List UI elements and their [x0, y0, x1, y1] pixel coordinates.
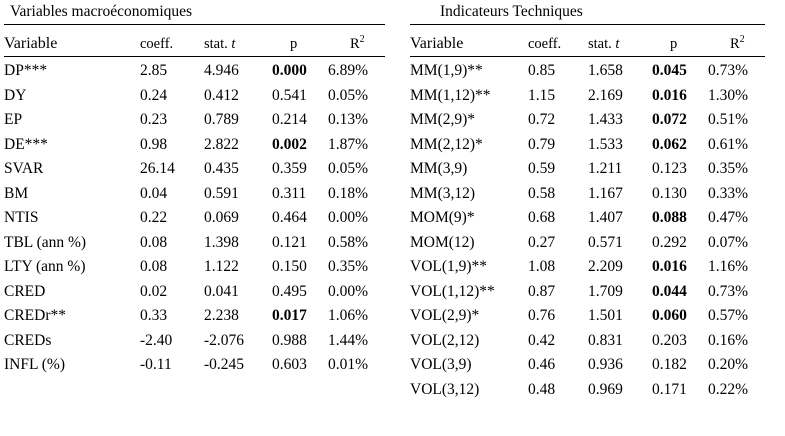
- table-row: [4, 133, 385, 158]
- cell-p: 0.002: [272, 135, 307, 153]
- cell-r2: 1.16%: [708, 258, 749, 275]
- cell-variable: VOL(2,12): [410, 331, 480, 349]
- table-row: [410, 108, 765, 133]
- table-row: [4, 329, 385, 354]
- cell-variable: EP: [4, 111, 23, 128]
- cell-stat: 0.831: [588, 331, 623, 349]
- macro-variables-panel: [4, 0, 385, 378]
- cell-p: 0.016: [652, 86, 687, 104]
- cell-coeff: 26.14: [140, 160, 175, 177]
- cell-coeff: 0.23: [140, 111, 168, 128]
- table-row: [410, 353, 765, 378]
- cell-p: 0.292: [652, 233, 687, 251]
- cell-p: 0.150: [272, 258, 307, 275]
- cell-stat: 1.433: [588, 111, 623, 128]
- cell-stat: 1.211: [588, 160, 623, 177]
- table-row: [4, 206, 385, 231]
- technical-panel-title: Indicateurs Techniques: [440, 3, 583, 20]
- table-row: [410, 280, 765, 305]
- cell-variable: MM(3,9): [410, 160, 468, 177]
- cell-r2: 0.00%: [328, 282, 369, 300]
- cell-r2: 0.01%: [328, 356, 369, 373]
- table-row: [410, 255, 765, 280]
- cell-coeff: 0.24: [140, 86, 168, 104]
- cell-r2: 0.57%: [708, 307, 749, 324]
- cell-stat: 2.238: [204, 307, 239, 324]
- cell-p: 0.017: [272, 307, 307, 324]
- cell-r2: 0.73%: [708, 62, 749, 79]
- macro-header-row: [4, 25, 385, 56]
- cell-coeff: -2.40: [140, 331, 173, 349]
- cell-stat: 0.571: [588, 233, 623, 251]
- cell-coeff: 0.68: [528, 209, 556, 226]
- cell-variable: MM(1,9)**: [410, 62, 483, 79]
- cell-variable: TBL (ann %): [4, 233, 87, 251]
- technical-header-stat: stat. t: [588, 36, 620, 52]
- cell-coeff: 0.85: [528, 62, 556, 79]
- cell-variable: DE***: [4, 135, 48, 153]
- table-row: [4, 57, 385, 84]
- technical-header-row: [410, 25, 765, 56]
- table-row: [4, 255, 385, 280]
- cell-stat: 1.398: [204, 233, 239, 251]
- table-row: [4, 304, 385, 329]
- cell-r2: 0.16%: [708, 331, 749, 349]
- cell-coeff: 1.08: [528, 258, 556, 275]
- technical-indicators-body: [410, 57, 765, 402]
- cell-variable: DY: [4, 86, 27, 104]
- cell-variable: VOL(1,9)**: [410, 258, 488, 275]
- macro-header-r2: $R^2$: [350, 34, 365, 52]
- cell-coeff: 0.27: [528, 233, 556, 251]
- cell-coeff: 0.87: [528, 282, 556, 300]
- cell-stat: 0.969: [588, 380, 623, 398]
- cell-stat: 4.946: [204, 62, 239, 79]
- table-row: [4, 182, 385, 207]
- table-row: [4, 280, 385, 305]
- table-row: [4, 353, 385, 378]
- cell-p: 0.988: [272, 331, 307, 349]
- cell-variable: VOL(1,12)**: [410, 282, 495, 300]
- cell-stat: 2.169: [588, 86, 623, 104]
- cell-p: 0.088: [652, 209, 687, 226]
- cell-stat: 1.407: [588, 209, 623, 226]
- cell-p: 0.016: [652, 258, 687, 275]
- cell-r2: 0.35%: [328, 258, 369, 275]
- cell-r2: 1.30%: [708, 86, 749, 104]
- cell-variable: CREDs: [4, 331, 52, 349]
- cell-r2: 0.61%: [708, 135, 749, 153]
- cell-stat: 0.789: [204, 111, 239, 128]
- cell-r2: 0.07%: [708, 233, 749, 251]
- cell-r2: 0.20%: [708, 356, 749, 373]
- table-row: [410, 133, 765, 158]
- cell-variable: VOL(3,9): [410, 356, 472, 373]
- cell-coeff: 0.42: [528, 331, 556, 349]
- cell-variable: VOL(3,12): [410, 380, 480, 398]
- cell-variable: BM: [4, 184, 29, 202]
- macro-header-p: p: [290, 36, 298, 52]
- technical-header-variable: Variable: [410, 35, 464, 52]
- macro-panel-title: Variables macroéconomiques: [10, 3, 193, 20]
- cell-stat: 0.412: [204, 86, 239, 104]
- cell-p: 0.045: [652, 62, 687, 79]
- cell-stat: 2.209: [588, 258, 623, 275]
- macro-header-coeff: coeff.: [140, 36, 174, 52]
- cell-p: 0.000: [272, 62, 307, 79]
- cell-p: 0.495: [272, 282, 307, 300]
- macro-variables-body: [4, 57, 385, 378]
- cell-variable: MM(2,12)*: [410, 135, 483, 153]
- cell-r2: 1.44%: [328, 331, 369, 349]
- cell-coeff: 0.22: [140, 209, 168, 226]
- cell-stat: 1.501: [588, 307, 623, 324]
- cell-variable: LTY (ann %): [4, 258, 86, 275]
- cell-variable: VOL(2,9)*: [410, 307, 480, 324]
- table-row: [4, 108, 385, 133]
- table-row: [410, 329, 765, 354]
- cell-p: 0.214: [272, 111, 307, 128]
- cell-r2: 0.51%: [708, 111, 749, 128]
- table-row: [410, 304, 765, 329]
- cell-variable: MOM(9)*: [410, 209, 475, 226]
- cell-p: 0.182: [652, 356, 687, 373]
- cell-stat: 1.167: [588, 184, 623, 202]
- cell-p: 0.072: [652, 111, 687, 128]
- table-row: [410, 378, 765, 403]
- cell-p: 0.062: [652, 135, 687, 153]
- cell-stat: 0.591: [204, 184, 239, 202]
- cell-p: 0.311: [272, 184, 307, 202]
- cell-stat: 1.709: [588, 282, 623, 300]
- macro-header-stat: stat. t: [204, 36, 236, 52]
- cell-coeff: 0.08: [140, 258, 168, 275]
- cell-coeff: 0.02: [140, 282, 168, 300]
- cell-p: 0.123: [652, 160, 687, 177]
- cell-variable: MM(2,9)*: [410, 111, 476, 128]
- cell-p: 0.603: [272, 356, 307, 373]
- cell-stat: 2.822: [204, 135, 239, 153]
- cell-variable: SVAR: [4, 160, 44, 177]
- table-row: [410, 157, 765, 182]
- table-row: [410, 206, 765, 231]
- cell-r2: 1.87%: [328, 135, 369, 153]
- cell-r2: 0.47%: [708, 209, 749, 226]
- table-row: [410, 231, 765, 256]
- cell-variable: NTIS: [4, 209, 39, 226]
- table-row: [4, 157, 385, 182]
- cell-coeff: 0.58: [528, 184, 556, 202]
- technical-header-p: p: [670, 36, 678, 52]
- cell-stat: 0.936: [588, 356, 623, 373]
- cell-r2: 0.18%: [328, 184, 369, 202]
- cell-p: 0.044: [652, 282, 687, 300]
- table-row: [4, 231, 385, 256]
- cell-r2: 1.06%: [328, 307, 369, 324]
- cell-variable: MM(3,12): [410, 184, 476, 202]
- cell-variable: DP***: [4, 62, 48, 79]
- cell-stat: -0.245: [204, 356, 245, 373]
- cell-variable: CREDr**: [4, 307, 66, 324]
- cell-coeff: 0.04: [140, 184, 168, 202]
- technical-header-coeff: coeff.: [528, 36, 562, 52]
- cell-coeff: 0.33: [140, 307, 168, 324]
- cell-coeff: 0.46: [528, 356, 556, 373]
- cell-r2: 0.13%: [328, 111, 369, 128]
- cell-stat: 1.658: [588, 62, 623, 79]
- cell-coeff: 0.08: [140, 233, 168, 251]
- technical-indicators-table: [410, 25, 765, 56]
- cell-variable: INFL (%): [4, 356, 65, 373]
- cell-coeff: 2.85: [140, 62, 168, 79]
- macro-variables-table: [4, 25, 385, 56]
- cell-stat: 0.435: [204, 160, 239, 177]
- cell-p: 0.060: [652, 307, 687, 324]
- cell-r2: 0.73%: [708, 282, 749, 300]
- table-row: [4, 84, 385, 109]
- table-row: [410, 57, 765, 84]
- cell-r2: 0.35%: [708, 160, 749, 177]
- cell-coeff: 0.76: [528, 307, 556, 324]
- cell-p: 0.359: [272, 160, 307, 177]
- cell-coeff: -0.11: [140, 356, 172, 373]
- cell-variable: CRED: [4, 282, 46, 300]
- cell-p: 0.130: [652, 184, 687, 202]
- cell-r2: 0.58%: [328, 233, 369, 251]
- cell-variable: MM(1,12)**: [410, 86, 491, 104]
- cell-variable: MOM(12): [410, 233, 475, 251]
- cell-r2: 6.89%: [328, 62, 369, 79]
- cell-coeff: 0.72: [528, 111, 556, 128]
- cell-stat: 1.122: [204, 258, 239, 275]
- cell-p: 0.464: [272, 209, 307, 226]
- macro-header-variable: Variable: [4, 35, 58, 52]
- cell-coeff: 1.15: [528, 86, 556, 104]
- cell-coeff: 0.98: [140, 135, 168, 153]
- table-row: [410, 182, 765, 207]
- table-row: [410, 84, 765, 109]
- cell-stat: -2.076: [204, 331, 245, 349]
- cell-r2: 0.05%: [328, 160, 369, 177]
- cell-p: 0.541: [272, 86, 307, 104]
- cell-p: 0.171: [652, 380, 687, 398]
- cell-stat: 0.041: [204, 282, 239, 300]
- cell-r2: 0.00%: [328, 209, 369, 226]
- cell-coeff: 0.79: [528, 135, 556, 153]
- cell-p: 0.203: [652, 331, 687, 349]
- cell-p: 0.121: [272, 233, 307, 251]
- technical-header-r2: $R^2$: [730, 34, 745, 52]
- cell-r2: 0.05%: [328, 86, 369, 104]
- technical-indicators-panel: [410, 0, 765, 402]
- cell-r2: 0.33%: [708, 184, 749, 202]
- cell-stat: 0.069: [204, 209, 239, 226]
- cell-r2: 0.22%: [708, 380, 749, 398]
- cell-coeff: 0.48: [528, 380, 556, 398]
- cell-stat: 1.533: [588, 135, 623, 153]
- cell-coeff: 0.59: [528, 160, 556, 177]
